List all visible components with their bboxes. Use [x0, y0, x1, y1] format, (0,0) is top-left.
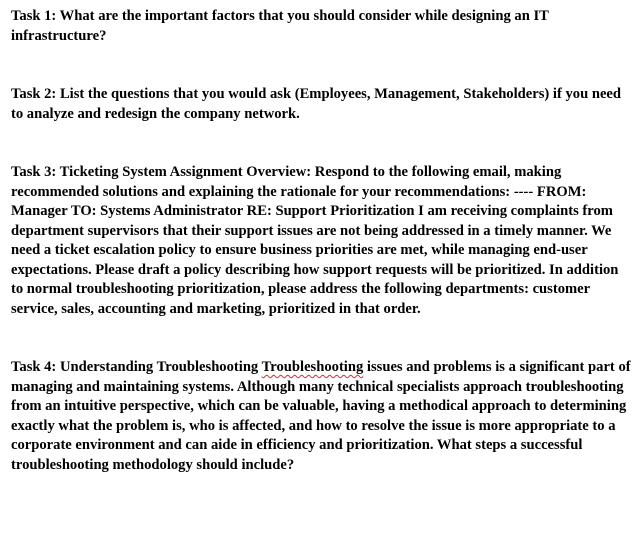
task-4-text-start: Task 4: Understanding Troubleshooting	[11, 359, 262, 375]
task-4-paragraph	[11, 358, 633, 475]
task-4-text-end: issues and problems is a significant part of managing and maintaining systems. Although many technical specialists approach troubleshooting from an intuitive perspective, which can be valuable, having a methodical approach to determining exactly what the problem is, who is affected, and how to resolve the issue is more appropriate to a corporate environment and can aide in efficiency and prioritization. What steps a successful troubleshooting methodology should include?	[11, 359, 631, 473]
task-2-paragraph: Task 2: List the questions that you would ask (Employees, Management, Stakeholders) if you need to analyze and redesign the company network.	[11, 86, 622, 122]
document-body	[11, 7, 633, 475]
task-1-paragraph: Task 1: What are the important factors that you should consider while designing an IT infrastructure?	[11, 8, 549, 44]
task-3-paragraph: Task 3: Ticketing System Assignment Overview: Respond to the following email, making recommended solutions and explaining the rationale for your recommendations: ---- FROM: Manager TO: Systems Administrator RE: Support Prioritization I am receiving complaints from department supervisors that their support issues are not being addressed in a timely manner. We need a ticket escalation policy to ensure business priorities are met, while managing end-user expectations. Please draft a policy describing how support requests will be prioritized. In addition to normal troubleshooting prioritization, please address the following departments: customer service, sales, accounting and marketing, prioritized in that order.	[11, 164, 619, 317]
spellcheck-flagged-word[interactable]: Troubleshooting	[261, 359, 364, 375]
